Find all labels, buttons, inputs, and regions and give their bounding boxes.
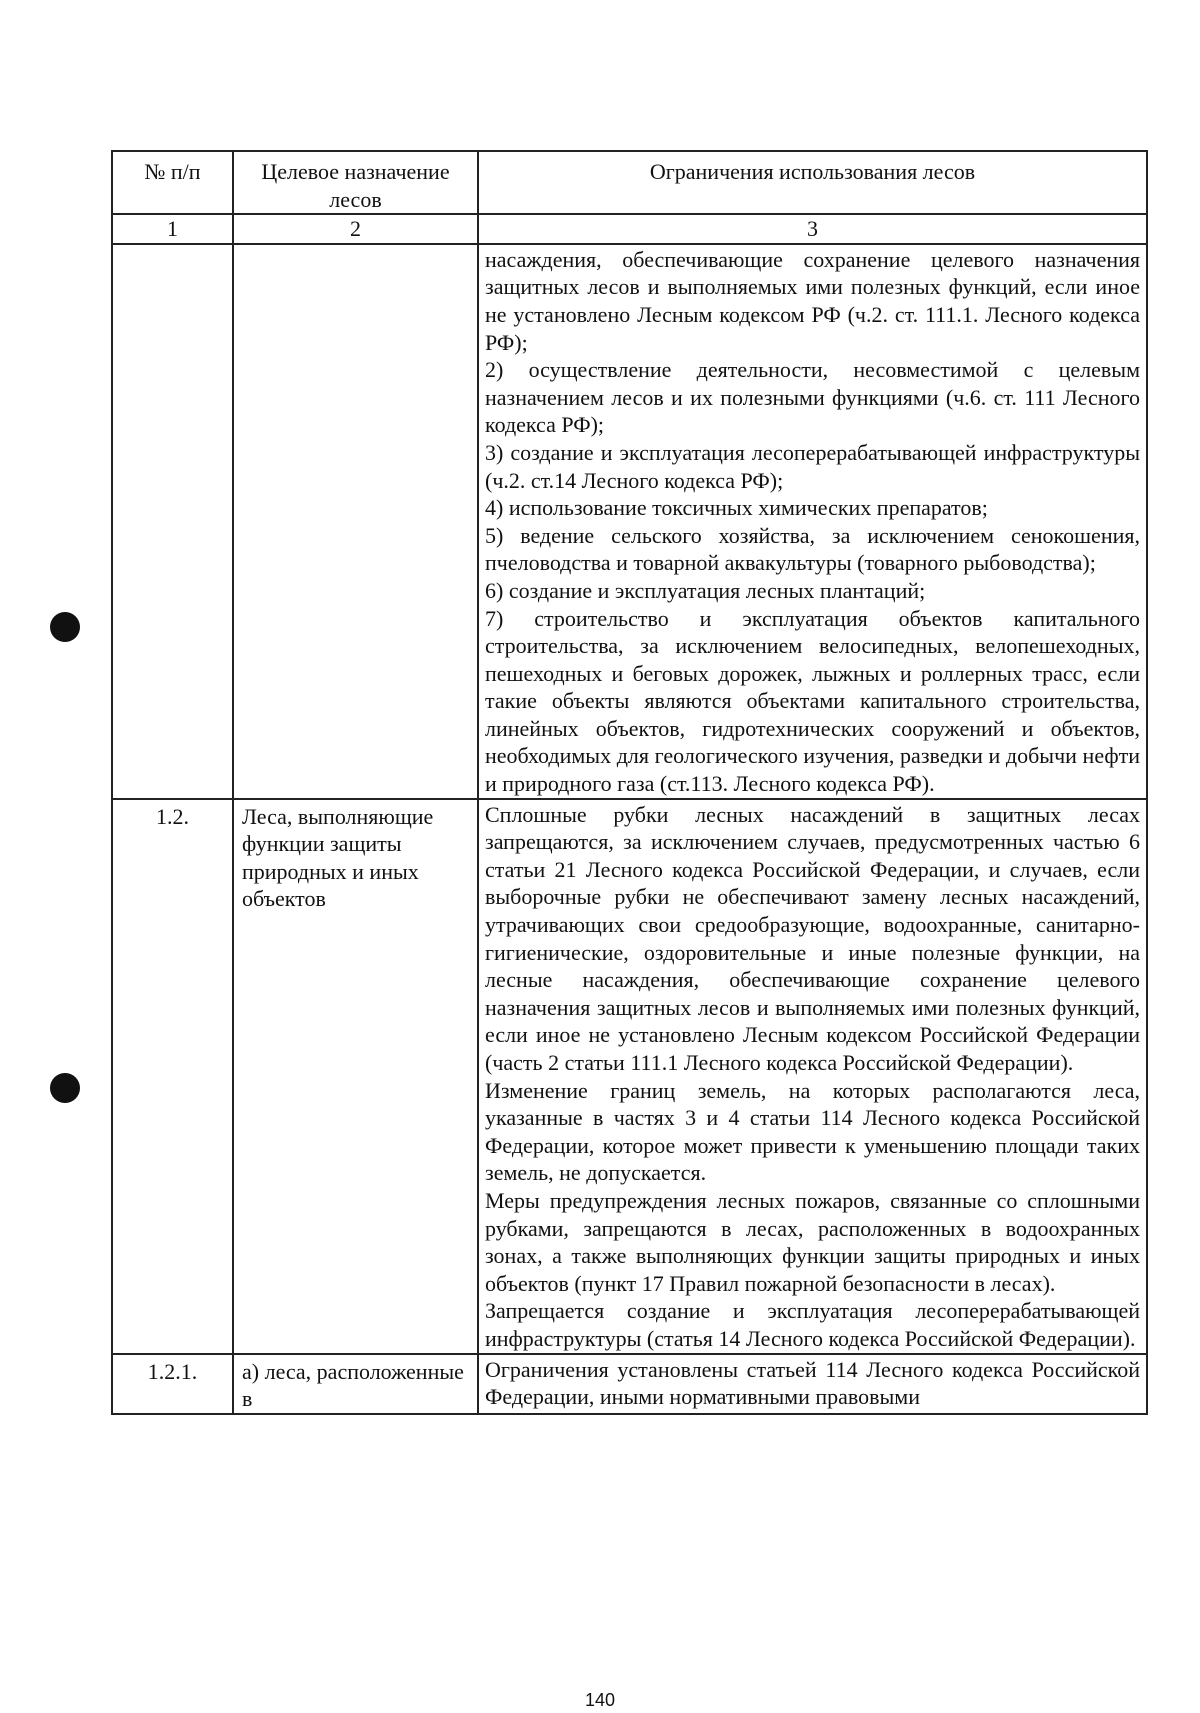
restriction-paragraph: 5) ведение сельского хозяйства, за исключением сенокошения, пчеловодства и товарной аквакультуры (товарного рыбоводства);	[485, 522, 1140, 576]
restriction-paragraph: Изменение границ земель, на которых располагаются леса, указанные в частях 3 и 4 статьи 114 Лесного кодекса Российской Федерации, которое может привести к уменьшению площади таких земель, не допускается.	[485, 1077, 1140, 1186]
row-restrictions	[478, 1354, 1147, 1414]
table-row	[112, 244, 1147, 799]
row-purpose: Леса, выполняющие функции защиты природных и иных объектов	[233, 799, 478, 1354]
row-number	[112, 244, 233, 799]
row-purpose	[233, 244, 478, 799]
restriction-paragraph: Запрещается создание и эксплуатация лесоперерабатывающей инфраструктуры (статья 14 Лесного кодекса Российской Федерации).	[485, 1298, 1140, 1351]
restriction-paragraph: Меры предупреждения лесных пожаров, связанные со сплошными рубками, запрещаются в лесах, расположенных в водоохранных зонах, а также выполняющих функции защиты природных и иных объектов (пункт 17 Правил пожарной безопасности в лесах).	[485, 1187, 1140, 1296]
header-purpose: Целевое назначение лесов	[233, 151, 478, 214]
column-number: 3	[478, 214, 1147, 244]
header-restrictions: Ограничения использования лесов	[478, 151, 1147, 214]
row-number: 1.2.	[112, 799, 233, 1354]
column-numbers-row	[112, 214, 1147, 244]
restriction-paragraph: 3) создание и эксплуатация лесоперерабатывающей инфраструктуры (ч.2. ст.14 Лесного кодекса РФ);	[485, 439, 1140, 493]
restriction-paragraph: Ограничения установлены статьей 114 Лесного кодекса Российской Федерации, иными нормативными правовыми	[485, 1356, 1140, 1410]
punch-hole-mark	[50, 612, 80, 642]
row-restrictions	[478, 244, 1147, 799]
table-row	[112, 799, 1147, 1354]
table-row	[112, 1354, 1147, 1414]
page-number: 140	[584, 1690, 616, 1710]
table-header-row	[112, 151, 1147, 214]
row-purpose: а) леса, расположенные в	[233, 1354, 478, 1414]
restriction-paragraph: 2) осуществление деятельности, несовместимой с целевым назначением лесов и их полезными функциями (ч.6. ст. 111 Лесного кодекса РФ);	[485, 357, 1140, 438]
column-number: 1	[112, 214, 233, 244]
row-number: 1.2.1.	[112, 1354, 233, 1414]
restriction-paragraph: насаждения, обеспечивающие сохранение целевого назначения защитных лесов и выполняемых ими полезных функций, если иное не установлено Лесным кодексом РФ (ч.2. ст. 111.1. Лесного кодекса РФ);	[485, 246, 1140, 355]
header-number: № п/п	[112, 151, 233, 214]
punch-hole-mark	[50, 1073, 80, 1103]
column-number: 2	[233, 214, 478, 244]
restriction-paragraph: Сплошные рубки лесных насаждений в защитных лесах запрещаются, за исключением случаев, предусмотренных частью 6 статьи 21 Лесного кодекса Российской Федерации, и случаев, если выборочные рубки не обеспечивают замену лесных насаждений, утрачивающих свои средообразующие, водоохранные, санитарно-гигиенические, оздоровительные и иные полезные функции, на лесные насаждения, обеспечивающие сохранение целевого назначения защитных лесов и выполняемых ими полезных функций, если иное не установлено Лесным кодексом Российской Федерации (часть 2 статьи 111.1 Лесного кодекса Российской Федерации).	[485, 801, 1140, 1075]
restrictions-table	[111, 150, 1148, 1415]
row-restrictions	[478, 799, 1147, 1354]
restriction-paragraph: 7) строительство и эксплуатация объектов капитального строительства, за исключением велосипедных, велопешеходных, пешеходных и беговых дорожек, лыжных и роллерных трасс, если такие объекты являются объектами капитального строительства, линейных объектов, гидротехнических сооружений и объектов, необходимых для геологического изучения, разведки и добычи нефти и природного газа (ст.113. Лесного кодекса РФ).	[485, 605, 1140, 797]
restriction-paragraph: 4) использование токсичных химических препаратов;	[485, 495, 988, 521]
restriction-paragraph: 6) создание и эксплуатация лесных плантаций;	[485, 577, 926, 603]
